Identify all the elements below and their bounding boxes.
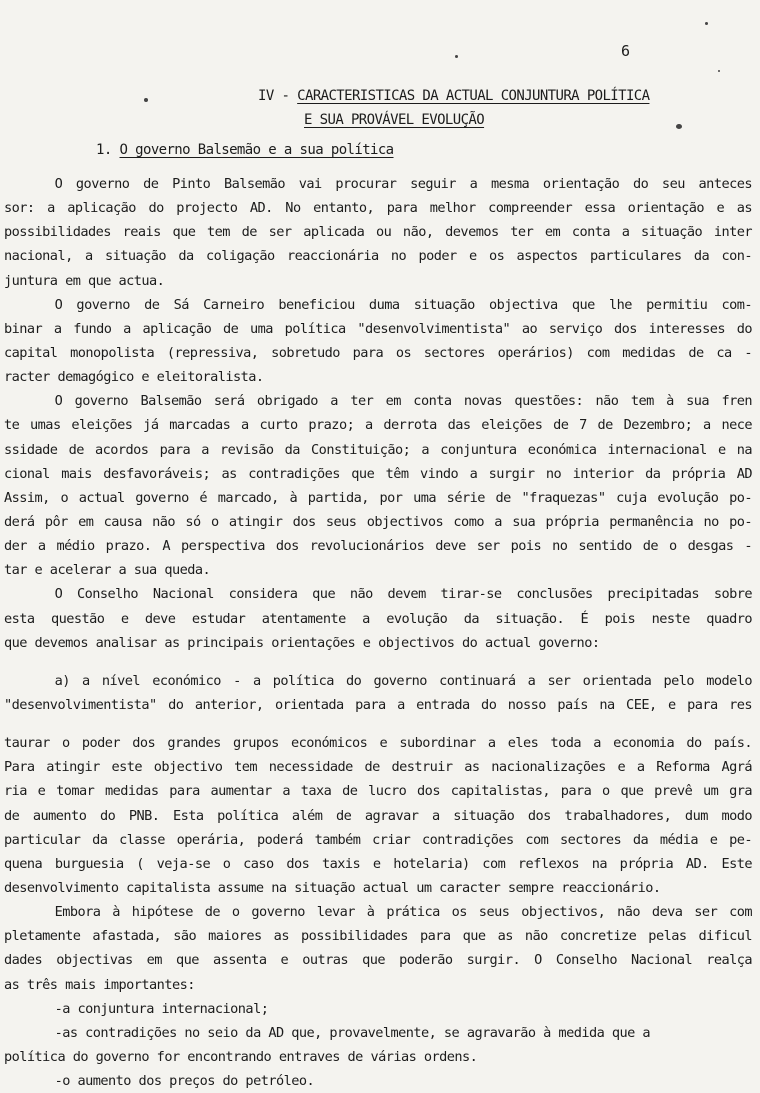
heading-subtitle: E SUA PROVÁVEL EVOLUÇÃO: [304, 112, 485, 128]
heading-line-2: [258, 108, 649, 132]
line-gap: [4, 655, 752, 669]
text-line: esta questão e deve estudar atentamente a evolução da situação. É pois neste quadro: [4, 610, 752, 627]
scan-speck: [718, 70, 720, 72]
text-line: política do governo for encontrando entraves de várias ordens.: [4, 1048, 478, 1065]
heading-title: CARACTERISTICAS DA ACTUAL CONJUNTURA POLÍTICA: [297, 88, 650, 104]
text-line: taurar o poder dos grandes grupos económicos e subordinar a eles toda a economia do país.: [4, 735, 752, 752]
text-line: te umas eleições já marcadas a curto prazo; a derrota das eleições de 7 de Dezembro; a nece: [4, 417, 752, 434]
text-line: -a conjuntura internacional;: [54, 1000, 269, 1017]
scan-speck: [455, 55, 458, 58]
text-line: Para atingir este objectivo tem necessidade de destruir as nacionalizações e a Reforma Agrá: [4, 759, 752, 776]
text-line: pletamente afastada, são maiores as possibilidades para que as não concretize pelas dificul: [4, 928, 752, 945]
text-line: O governo Balsemão será obrigado a ter em conta novas questões: não tem à sua fren: [54, 393, 752, 410]
text-line: possibilidades reais que tem de ser aplicada ou não, devemos ter em conta a situação inter: [4, 224, 752, 241]
section-title: O governo Balsemão e a sua política: [119, 142, 394, 158]
chapter-heading: [258, 84, 649, 132]
text-line: "desenvolvimentista" do anterior, orientada para a entrada do nosso país na CEE, e para res: [4, 696, 752, 713]
text-line: sor: a aplicação do projecto AD. No entanto, para melhor compreender essa orientação e as: [4, 200, 752, 217]
text-line: a) a nível económico - a política do governo continuará a ser orientada pelo modelo: [54, 672, 752, 689]
text-line: de aumento do PNB. Esta política além de agravar a situação dos trabalhadores, dum modo: [4, 807, 752, 824]
text-line: nacional, a situação da coligação reaccionária no poder e os aspectos particulares da con-: [4, 248, 752, 265]
text-line: Embora à hipótese de o governo levar à prática os seus objectivos, não deva ser com: [54, 904, 752, 921]
text-line: quena burguesia ( veja-se o caso dos taxis e hotelaria) com reflexos na própria AD. Este: [4, 855, 752, 872]
text-line: que devemos analisar as principais orientações e objectivos do actual governo:: [4, 634, 600, 651]
text-line: desenvolvimento capitalista assume na situação actual um caracter sempre reaccionário.: [4, 879, 661, 896]
scan-speck: [705, 22, 708, 25]
text-line: dades objectivas em que assenta e outras que poderão surgir. O Conselho Nacional realça: [4, 952, 752, 969]
scan-speck: [676, 124, 682, 129]
text-line: O governo de Sá Carneiro beneficiou duma situação objectiva que lhe permitiu com-: [54, 296, 752, 313]
heading-prefix: IV -: [258, 88, 298, 104]
text-line: derá pôr em causa não só o atingir dos seus objectivos como a sua própria permanência no po-: [4, 513, 752, 530]
heading-line-1: [258, 84, 649, 108]
text-line: O Conselho Nacional considera que não devem tirar-se conclusões precipitadas sobre: [54, 586, 752, 603]
text-line: binar a fundo a aplicação de uma política "desenvolvimentista" ao serviço dos interesses do: [4, 320, 752, 337]
text-line: ria e tomar medidas para aumentar a taxa de lucro dos capitalistas, para o que prevê um gra: [4, 783, 752, 800]
text-line: der a médio prazo. A perspectiva dos revolucionários deve ser pois no sentido de o desgas -: [4, 538, 752, 555]
text-line: ssidade de acordos para a revisão da Constituição; a conjuntura económica internacional e na: [4, 441, 752, 458]
text-line: -as contradições no seio da AD que, provavelmente, se agravarão à medida que a: [54, 1024, 651, 1041]
section-number: 1.: [96, 142, 120, 158]
section-heading: [96, 142, 394, 158]
text-line: as três mais importantes:: [4, 976, 195, 993]
page-number: 6: [621, 42, 631, 60]
text-line: -o aumento dos preços do petróleo.: [54, 1073, 315, 1090]
text-line: tar e acelerar a sua queda.: [4, 562, 211, 579]
text-line: Assim, o actual governo é marcado, à partida, por uma série de "fraquezas" cuja evolução po-: [4, 489, 752, 506]
text-line: racter demagógico e eleitoralista.: [4, 369, 264, 386]
text-line: O governo de Pinto Balsemão vai procurar seguir a mesma orientação do seu anteces: [54, 176, 752, 192]
text-line: juntura em que actua.: [4, 272, 165, 289]
text-line: cional mais desfavoráveis; as contradições que têm vindo a surgir no interior da própria AD: [4, 465, 752, 482]
body-text: [4, 172, 752, 1093]
line-gap: [4, 717, 752, 731]
text-line: particular da classe operária, poderá também criar contradições com sectores da média e pe-: [4, 831, 752, 848]
scan-speck: [144, 98, 148, 102]
text-line: capital monopolista (repressiva, sobretudo para os sectores operários) com medidas de ca -: [4, 344, 752, 361]
